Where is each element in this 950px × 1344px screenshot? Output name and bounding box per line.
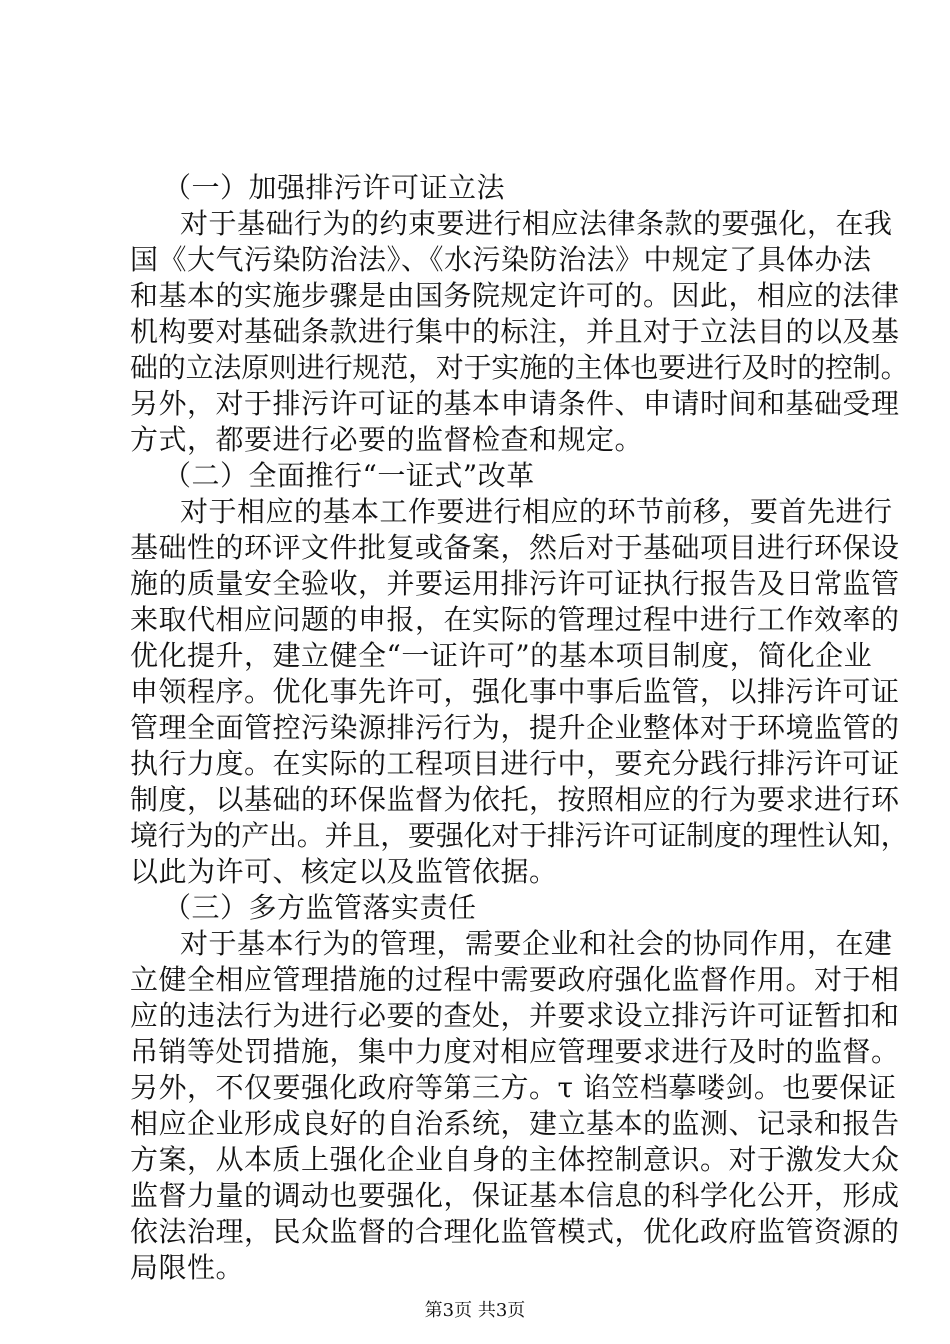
paragraph-line: 局限性。	[130, 1251, 245, 1284]
paragraph-line: 制度，以基础的环保监督为依托，按照相应的行为要求进行环	[130, 783, 900, 816]
paragraph-line: 境行为的产出。并且，要强化对于排污许可证制度的理性认知，	[130, 819, 909, 852]
paragraph-line: 管理全面管控污染源排污行为，提升企业整体对于环境监管的	[130, 711, 900, 744]
paragraph-line: 对于基础行为的约束要进行相应法律条款的要强化，在我	[180, 207, 893, 240]
paragraph-line: 另外，不仅要强化政府等第三方。τ 谄笠档摹喽剑。也要保证	[130, 1071, 897, 1104]
heading-3: （三）多方监管落实责任	[163, 891, 477, 924]
paragraph-line: 国《大气污染防治法》、《水污染防治法》中规定了具体办法	[130, 243, 872, 276]
paragraph-line: 执行力度。在实际的工程项目进行中，要充分践行排污许可证	[130, 747, 900, 780]
paragraph-line: 依法治理，民众监督的合理化监管模式，优化政府监管资源的	[130, 1215, 900, 1248]
paragraph-line: 对于基本行为的管理，需要企业和社会的协同作用，在建	[180, 927, 893, 960]
paragraph-line: 机构要对基础条款进行集中的标注，并且对于立法目的以及基	[130, 315, 900, 348]
heading-2: （二）全面推行“一证式”改革	[163, 459, 535, 492]
paragraph-line: 础的立法原则进行规范，对于实施的主体也要进行及时的控制。	[130, 351, 909, 384]
heading-1: （一）加强排污许可证立法	[163, 171, 506, 204]
paragraph-line: 对于相应的基本工作要进行相应的环节前移，要首先进行	[180, 495, 893, 528]
paragraph-line: 和基本的实施步骤是由国务院规定许可的。因此，相应的法律	[130, 279, 900, 312]
paragraph-line: 吊销等处罚措施，集中力度对相应管理要求进行及时的监督。	[130, 1035, 900, 1068]
page-number-footer: 第3页 共3页	[424, 1300, 526, 1321]
paragraph-line: 来取代相应问题的申报，在实际的管理过程中进行工作效率的	[130, 603, 900, 636]
paragraph-line: 申领程序。优化事先许可，强化事中事后监管，以排污许可证	[130, 675, 900, 708]
paragraph-line: 监督力量的调动也要强化，保证基本信息的科学化公开，形成	[130, 1179, 900, 1212]
paragraph-line: 方案，从本质上强化企业自身的主体控制意识。对于激发大众	[130, 1143, 900, 1176]
paragraph-line: 另外，对于排污许可证的基本申请条件、申请时间和基础受理	[130, 387, 900, 420]
paragraph-line: 方式，都要进行必要的监督检查和规定。	[130, 423, 644, 456]
paragraph-line: 基础性的环评文件批复或备案，然后对于基础项目进行环保设	[130, 531, 900, 564]
paragraph-line: 以此为许可、核定以及监管依据。	[130, 855, 558, 888]
paragraph-line: 相应企业形成良好的自治系统，建立基本的监测、记录和报告	[130, 1107, 900, 1140]
paragraph-line: 优化提升，建立健全“一证许可”的基本项目制度，简化企业	[130, 639, 873, 672]
paragraph-line: 应的违法行为进行必要的查处，并要求设立排污许可证暂扣和	[130, 999, 900, 1032]
paragraph-line: 施的质量安全验收，并要运用排污许可证执行报告及日常监管	[130, 567, 900, 600]
paragraph-line: 立健全相应管理措施的过程中需要政府强化监督作用。对于相	[130, 963, 900, 996]
